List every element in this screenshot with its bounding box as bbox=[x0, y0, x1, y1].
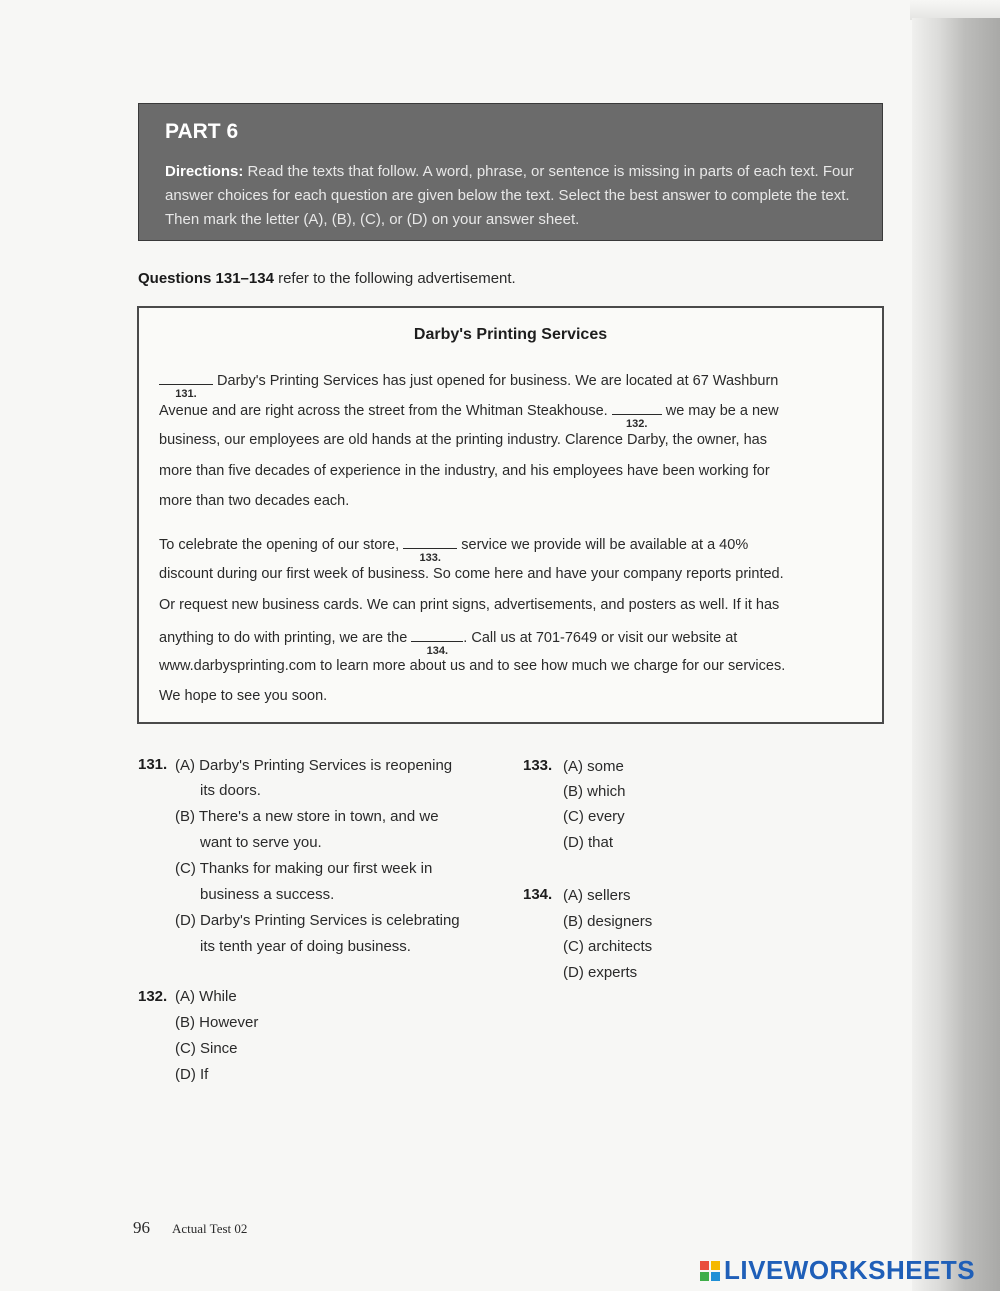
ad-text: Avenue and are right across the street from the Whitman Steakhouse. bbox=[159, 403, 612, 419]
questions-intro bbox=[138, 270, 516, 287]
page-number: 96 bbox=[133, 1218, 150, 1237]
ad-line bbox=[159, 370, 779, 400]
ad-text: To celebrate the opening of our store, bbox=[159, 537, 404, 553]
part-header-box bbox=[138, 103, 883, 241]
ad-line: more than two decades each. bbox=[159, 493, 350, 509]
option-131-a[interactable]: (A) Darby's Printing Services is reopening bbox=[175, 757, 453, 774]
question-number-132: 132. bbox=[138, 988, 168, 1005]
liveworksheets-icon bbox=[700, 1261, 720, 1281]
logo-square bbox=[700, 1272, 709, 1281]
ad-line: www.darbysprinting.com to learn more about us and to see how much we charge for our services. bbox=[159, 658, 786, 674]
question-number-131: 131. bbox=[138, 756, 168, 773]
ad-line: We hope to see you soon. bbox=[159, 688, 328, 704]
option-131-b-cont[interactable]: want to serve you. bbox=[200, 834, 322, 851]
option-131-c[interactable]: (C) Thanks for making our first week in bbox=[175, 860, 433, 877]
option-133-d[interactable]: (D) that bbox=[563, 834, 614, 851]
directions-line: Read the texts that follow. A word, phrase, or sentence is missing in parts of bbox=[247, 163, 750, 180]
option-132-a[interactable]: (A) While bbox=[175, 988, 237, 1005]
ad-line bbox=[159, 400, 779, 430]
advertisement-title: Darby's Printing Services bbox=[413, 326, 608, 343]
option-131-d-cont[interactable]: its tenth year of doing business. bbox=[200, 938, 411, 955]
blank-133[interactable] bbox=[403, 534, 457, 564]
logo-square bbox=[711, 1272, 720, 1281]
page-edge-top bbox=[910, 0, 1000, 20]
option-134-a[interactable]: (A) sellers bbox=[563, 887, 631, 904]
option-131-a-cont[interactable]: its doors. bbox=[200, 782, 261, 799]
ad-text: . Call us at 701-7649 or visit our website at bbox=[463, 630, 738, 646]
blank-number: 131. bbox=[175, 388, 197, 400]
book-spine-shadow bbox=[912, 18, 1000, 1291]
ad-line: more than five decades of experience in the industry, and his employees have been working for bbox=[159, 463, 770, 479]
option-132-c[interactable]: (C) Since bbox=[175, 1040, 238, 1057]
blank-number: 134. bbox=[426, 645, 449, 657]
option-131-b[interactable]: (B) There's a new store in town, and we bbox=[175, 808, 439, 825]
option-133-b[interactable]: (B) which bbox=[563, 783, 626, 800]
option-131-d[interactable]: (D) Darby's Printing Services is celebrating bbox=[175, 912, 460, 929]
option-134-d[interactable]: (D) experts bbox=[563, 964, 638, 981]
option-132-d[interactable]: (D) If bbox=[175, 1066, 209, 1083]
logo-square bbox=[711, 1261, 720, 1270]
ad-line: discount during our first week of business. So come here and have your company reports printed. bbox=[159, 566, 784, 582]
intro-text: refer to the following advertisement. bbox=[273, 270, 516, 287]
option-133-a[interactable]: (A) some bbox=[563, 758, 624, 775]
part-title: PART 6 bbox=[165, 120, 239, 143]
ad-text: service we provide will be available at a 40% bbox=[457, 537, 749, 553]
liveworksheets-logo bbox=[700, 1255, 975, 1286]
ad-line: business, our employees are old hands at the printing industry. Clarence Darby, the owner, has bbox=[159, 432, 767, 448]
blank-134[interactable] bbox=[411, 627, 463, 657]
option-134-b[interactable]: (B) designers bbox=[563, 913, 653, 930]
directions-line: each text. Four answer choices for each question are given below the text. Select the best bbox=[165, 163, 854, 204]
blank-131[interactable] bbox=[159, 370, 213, 400]
ad-text: anything to do with printing, we are the bbox=[159, 630, 412, 646]
directions-line: answer to complete the text. Then mark the letter (A), (B), (C), or (D) on your answer sheet. bbox=[165, 187, 850, 228]
advertisement-box bbox=[137, 306, 884, 724]
questions-range: Questions 131–134 bbox=[138, 270, 274, 287]
question-number-133: 133. bbox=[523, 757, 553, 774]
footer-label: Actual Test 02 bbox=[172, 1221, 248, 1236]
option-133-c[interactable]: (C) every bbox=[563, 808, 625, 825]
question-number-134: 134. bbox=[523, 886, 553, 903]
blank-number: 133. bbox=[419, 552, 441, 564]
blank-132[interactable] bbox=[612, 400, 662, 430]
ad-text: we may be a new bbox=[661, 403, 779, 419]
directions-text bbox=[165, 160, 865, 232]
ad-line bbox=[159, 627, 738, 657]
logo-square bbox=[700, 1261, 709, 1270]
directions-label: Directions: bbox=[165, 163, 244, 180]
option-131-c-cont[interactable]: business a success. bbox=[200, 886, 335, 903]
ad-line: Or request new business cards. We can print signs, advertisements, and posters as well. If it has bbox=[159, 597, 780, 613]
option-132-b[interactable]: (B) However bbox=[175, 1014, 259, 1031]
ad-line bbox=[159, 534, 749, 564]
option-134-c[interactable]: (C) architects bbox=[563, 938, 653, 955]
ad-text: Darby's Printing Services has just opened for business. We are located at 67 Washburn bbox=[217, 373, 779, 389]
logo-text: LIVEWORKSHEETS bbox=[724, 1255, 976, 1285]
blank-number: 132. bbox=[625, 418, 648, 430]
